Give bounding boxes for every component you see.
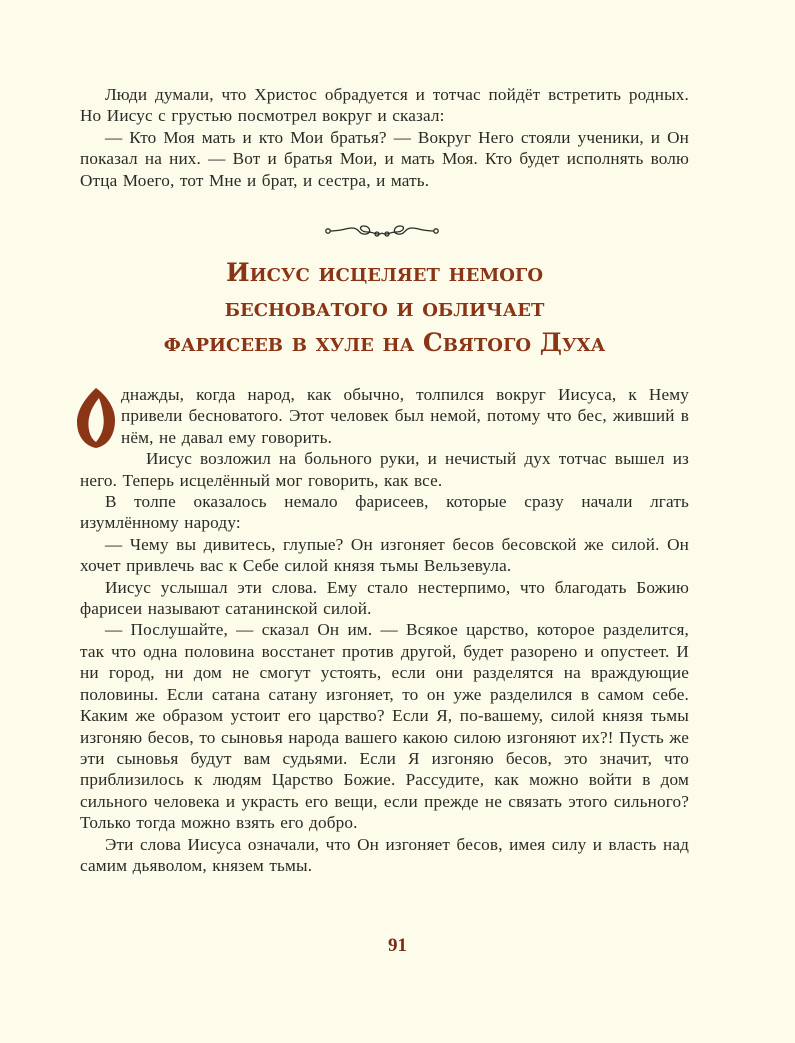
paragraph: Иисус возложил на больного руки, и нечистый дух тотчас вышел из него. Теперь исцелённый мог говорить, как все. — [80, 449, 689, 490]
page-number: 91 — [388, 935, 407, 956]
paragraph: — Кто Моя мать и кто Мои братья? — Вокруг Него стояли ученики, и Он показал на них. — Вот и братья Мои, и мать Моя. Кто будет исполнять волю Отца Моего, тот Мне и брат, и сестра, и мать. — [80, 127, 689, 190]
paragraph: Эти слова Иисуса означали, что Он изгоняет бесов, имея силу и власть над самим дьяволом, князем тьмы. — [80, 834, 689, 875]
first-paragraph-text: днажды, когда народ, как обычно, толпился вокруг Иисуса, к Нему привели бесноватого. Этот человек был немой, потому что бес, живший в нём, не давал ему говорить. — [121, 385, 689, 447]
paragraph: — Чему вы дивитесь, глупые? Он изгоняет бесов бесовской же силой. Он хочет привлечь вас к Себе силой князя тьмы Вельзевула. — [80, 534, 689, 576]
intro-text — [80, 84, 689, 191]
title-line: Иисус исцеляет немого — [225, 258, 544, 287]
section-body — [80, 384, 689, 876]
paragraph: В толпе оказалось немало фарисеев, которые сразу начали лгать изумлённому народу: — [80, 492, 689, 533]
paragraph: Иисус услышал эти слова. Ему стало нестерпимо, что благодать Божию фарисеи называют сатанинской силой. — [80, 577, 689, 619]
title-line: фарисеев в хуле на Святого Духа — [163, 328, 606, 357]
drop-cap-letter-o-icon — [77, 386, 115, 450]
title-line: бесноватого и обличает — [224, 293, 545, 322]
paragraph: — Послушайте, — сказал Он им. — Всякое царство, которое разделится, так что одна половина восстанет против другой, будет разорено и опустеет. И ни город, ни дом не смогут устоять, если они разделятся на враждующие половины. Если сатана сатану изгоняет, то он уже разделился в самом себе. Каким же образом устоит его царство? Если Я, по-вашему, силой князя тьмы изгоняю бесов, то сыновья народа вашего какою силою изгоняют их?! Пусть же эти сыновья будут вам судьями. Если Я изгоняю бесов, это значит, что приблизилось к людям Царство Божие. Рассудите, как можно войти в дом сильного человека и украсть его вещи, если прежде не связать этого сильного? Только тогда можно взять его добро. — [80, 620, 689, 833]
section-title — [80, 255, 689, 360]
paragraph: Люди думали, что Христос обрадуется и тотчас пойдёт встретить родных. Но Иисус с грустью посмотрел вокруг и сказал: — [80, 85, 689, 126]
first-paragraph — [80, 384, 689, 448]
flourish-divider-icon — [322, 220, 442, 240]
